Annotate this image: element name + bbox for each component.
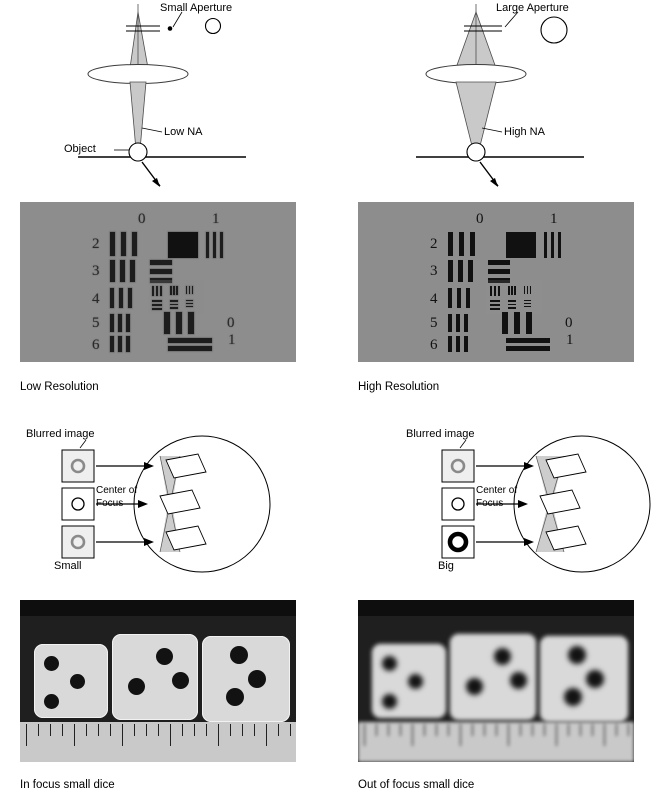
- resolution-target-right: [358, 202, 634, 362]
- element-number-6-left: 6: [92, 337, 100, 353]
- bar-group-right-ladder-left: [206, 232, 232, 258]
- pip: [510, 672, 527, 689]
- dof-diagram-left: [20, 428, 310, 577]
- dof-schematic-svg-left: [20, 432, 310, 577]
- blurred-image-label-left: Blurred image: [26, 428, 95, 440]
- die-left-1: [34, 644, 108, 718]
- bar-group-4v-left: [110, 288, 140, 308]
- bar-group-2v-left: [110, 232, 144, 256]
- aperture-label-right: Large Aperture: [496, 2, 569, 14]
- element-number-3-left: 3: [92, 263, 100, 279]
- group-number-1-right: 1: [550, 211, 558, 227]
- caption-high-resolution: High Resolution: [358, 381, 440, 393]
- corner-number-1-left: 1: [228, 332, 236, 348]
- die-left-2: [112, 634, 198, 720]
- bar-group-4v-right: [448, 288, 478, 308]
- element-number-4-left: 4: [92, 291, 100, 307]
- pip: [382, 656, 397, 671]
- pip: [44, 694, 59, 709]
- pip: [156, 648, 173, 665]
- bar-group-6v-left: [110, 336, 136, 352]
- corner-number-0-right: 0: [565, 315, 573, 331]
- group-number-1-left: 1: [212, 211, 220, 227]
- group-number-0-right: 0: [476, 211, 484, 227]
- black-square-right: [506, 232, 536, 258]
- bar-group-3h-left: [150, 260, 172, 282]
- bar-group-6h-left: [168, 338, 212, 350]
- bar-group-5h-right: [502, 312, 538, 334]
- bar-group-6h-right: [506, 338, 550, 350]
- black-square-left: [168, 232, 198, 258]
- bar-group-3v-right: [448, 260, 482, 282]
- optics-schematic-svg-left: [30, 0, 300, 195]
- caption-out-of-focus-small-dice: Out of focus small dice: [358, 779, 475, 791]
- resolution-target-left-inner: [20, 202, 296, 362]
- bar-group-5h-left: [164, 312, 200, 334]
- element-number-5-left: 5: [92, 315, 100, 331]
- na-label-left: Low NA: [164, 126, 203, 138]
- bar-group-3h-right: [488, 260, 510, 282]
- pip: [466, 678, 483, 695]
- optics-diagram-right: [368, 0, 638, 195]
- pip: [408, 674, 423, 689]
- group-number-0-left: 0: [138, 211, 146, 227]
- dice-photo-left: [20, 600, 296, 762]
- corner-number-1-right: 1: [566, 332, 574, 348]
- die-right-1: [372, 644, 446, 718]
- size-label-left: Small: [54, 560, 82, 572]
- bar-group-5v-left: [110, 314, 136, 332]
- bar-group-6v-right: [448, 336, 474, 352]
- corner-number-0-left: 0: [227, 315, 235, 331]
- center-of-focus-text-right: Center of Focus: [476, 485, 518, 509]
- size-label-right: Big: [438, 560, 454, 572]
- pip: [568, 646, 586, 664]
- element-number-3-right: 3: [430, 263, 438, 279]
- pip: [564, 688, 582, 706]
- resolution-target-right-inner: [358, 202, 634, 362]
- pip: [226, 688, 244, 706]
- element-number-5-right: 5: [430, 315, 438, 331]
- blurred-image-label-right: Blurred image: [406, 428, 475, 440]
- dof-diagram-right: [400, 428, 668, 577]
- pip: [172, 672, 189, 689]
- aperture-label-left: Small Aperture: [160, 2, 233, 14]
- object-label-left: Object: [64, 143, 96, 155]
- pip: [128, 678, 145, 695]
- pip: [586, 670, 604, 688]
- na-label-right: High NA: [504, 126, 545, 138]
- fine-element-cluster-left: [148, 280, 204, 314]
- element-number-6-right: 6: [430, 337, 438, 353]
- dof-schematic-svg-right: [400, 432, 668, 577]
- dice-photo-right: [358, 600, 634, 762]
- dice-photo-right-ruler: [358, 722, 634, 762]
- pip: [70, 674, 85, 689]
- resolution-target-left: [20, 202, 296, 362]
- optics-schematic-svg-right: [368, 0, 638, 195]
- bar-group-2v-right: [448, 232, 482, 256]
- bar-group-5v-right: [448, 314, 474, 332]
- caption-in-focus-small-dice: In focus small dice: [20, 779, 115, 791]
- element-number-4-right: 4: [430, 291, 438, 307]
- bar-group-3v-left: [110, 260, 144, 282]
- element-number-2-left: 2: [92, 236, 100, 252]
- element-number-2-right: 2: [430, 236, 438, 252]
- center-of-focus-label-left: [96, 484, 150, 510]
- die-left-3: [202, 636, 290, 722]
- center-of-focus-text-left: Center of Focus: [96, 485, 138, 509]
- pip: [382, 694, 397, 709]
- die-right-3: [540, 636, 628, 722]
- pip: [494, 648, 511, 665]
- die-right-2: [450, 634, 536, 720]
- caption-low-resolution: Low Resolution: [20, 381, 99, 393]
- dice-photo-right-top-strip: [358, 600, 634, 616]
- pip: [230, 646, 248, 664]
- dice-photo-left-ruler: [20, 722, 296, 762]
- dice-photo-left-top-strip: [20, 600, 296, 616]
- bar-group-right-ladder-right: [544, 232, 570, 258]
- center-of-focus-label-right: [476, 484, 530, 510]
- pip: [44, 656, 59, 671]
- fine-element-cluster-right: [486, 280, 542, 314]
- pip: [248, 670, 266, 688]
- optics-diagram-left: [30, 0, 300, 195]
